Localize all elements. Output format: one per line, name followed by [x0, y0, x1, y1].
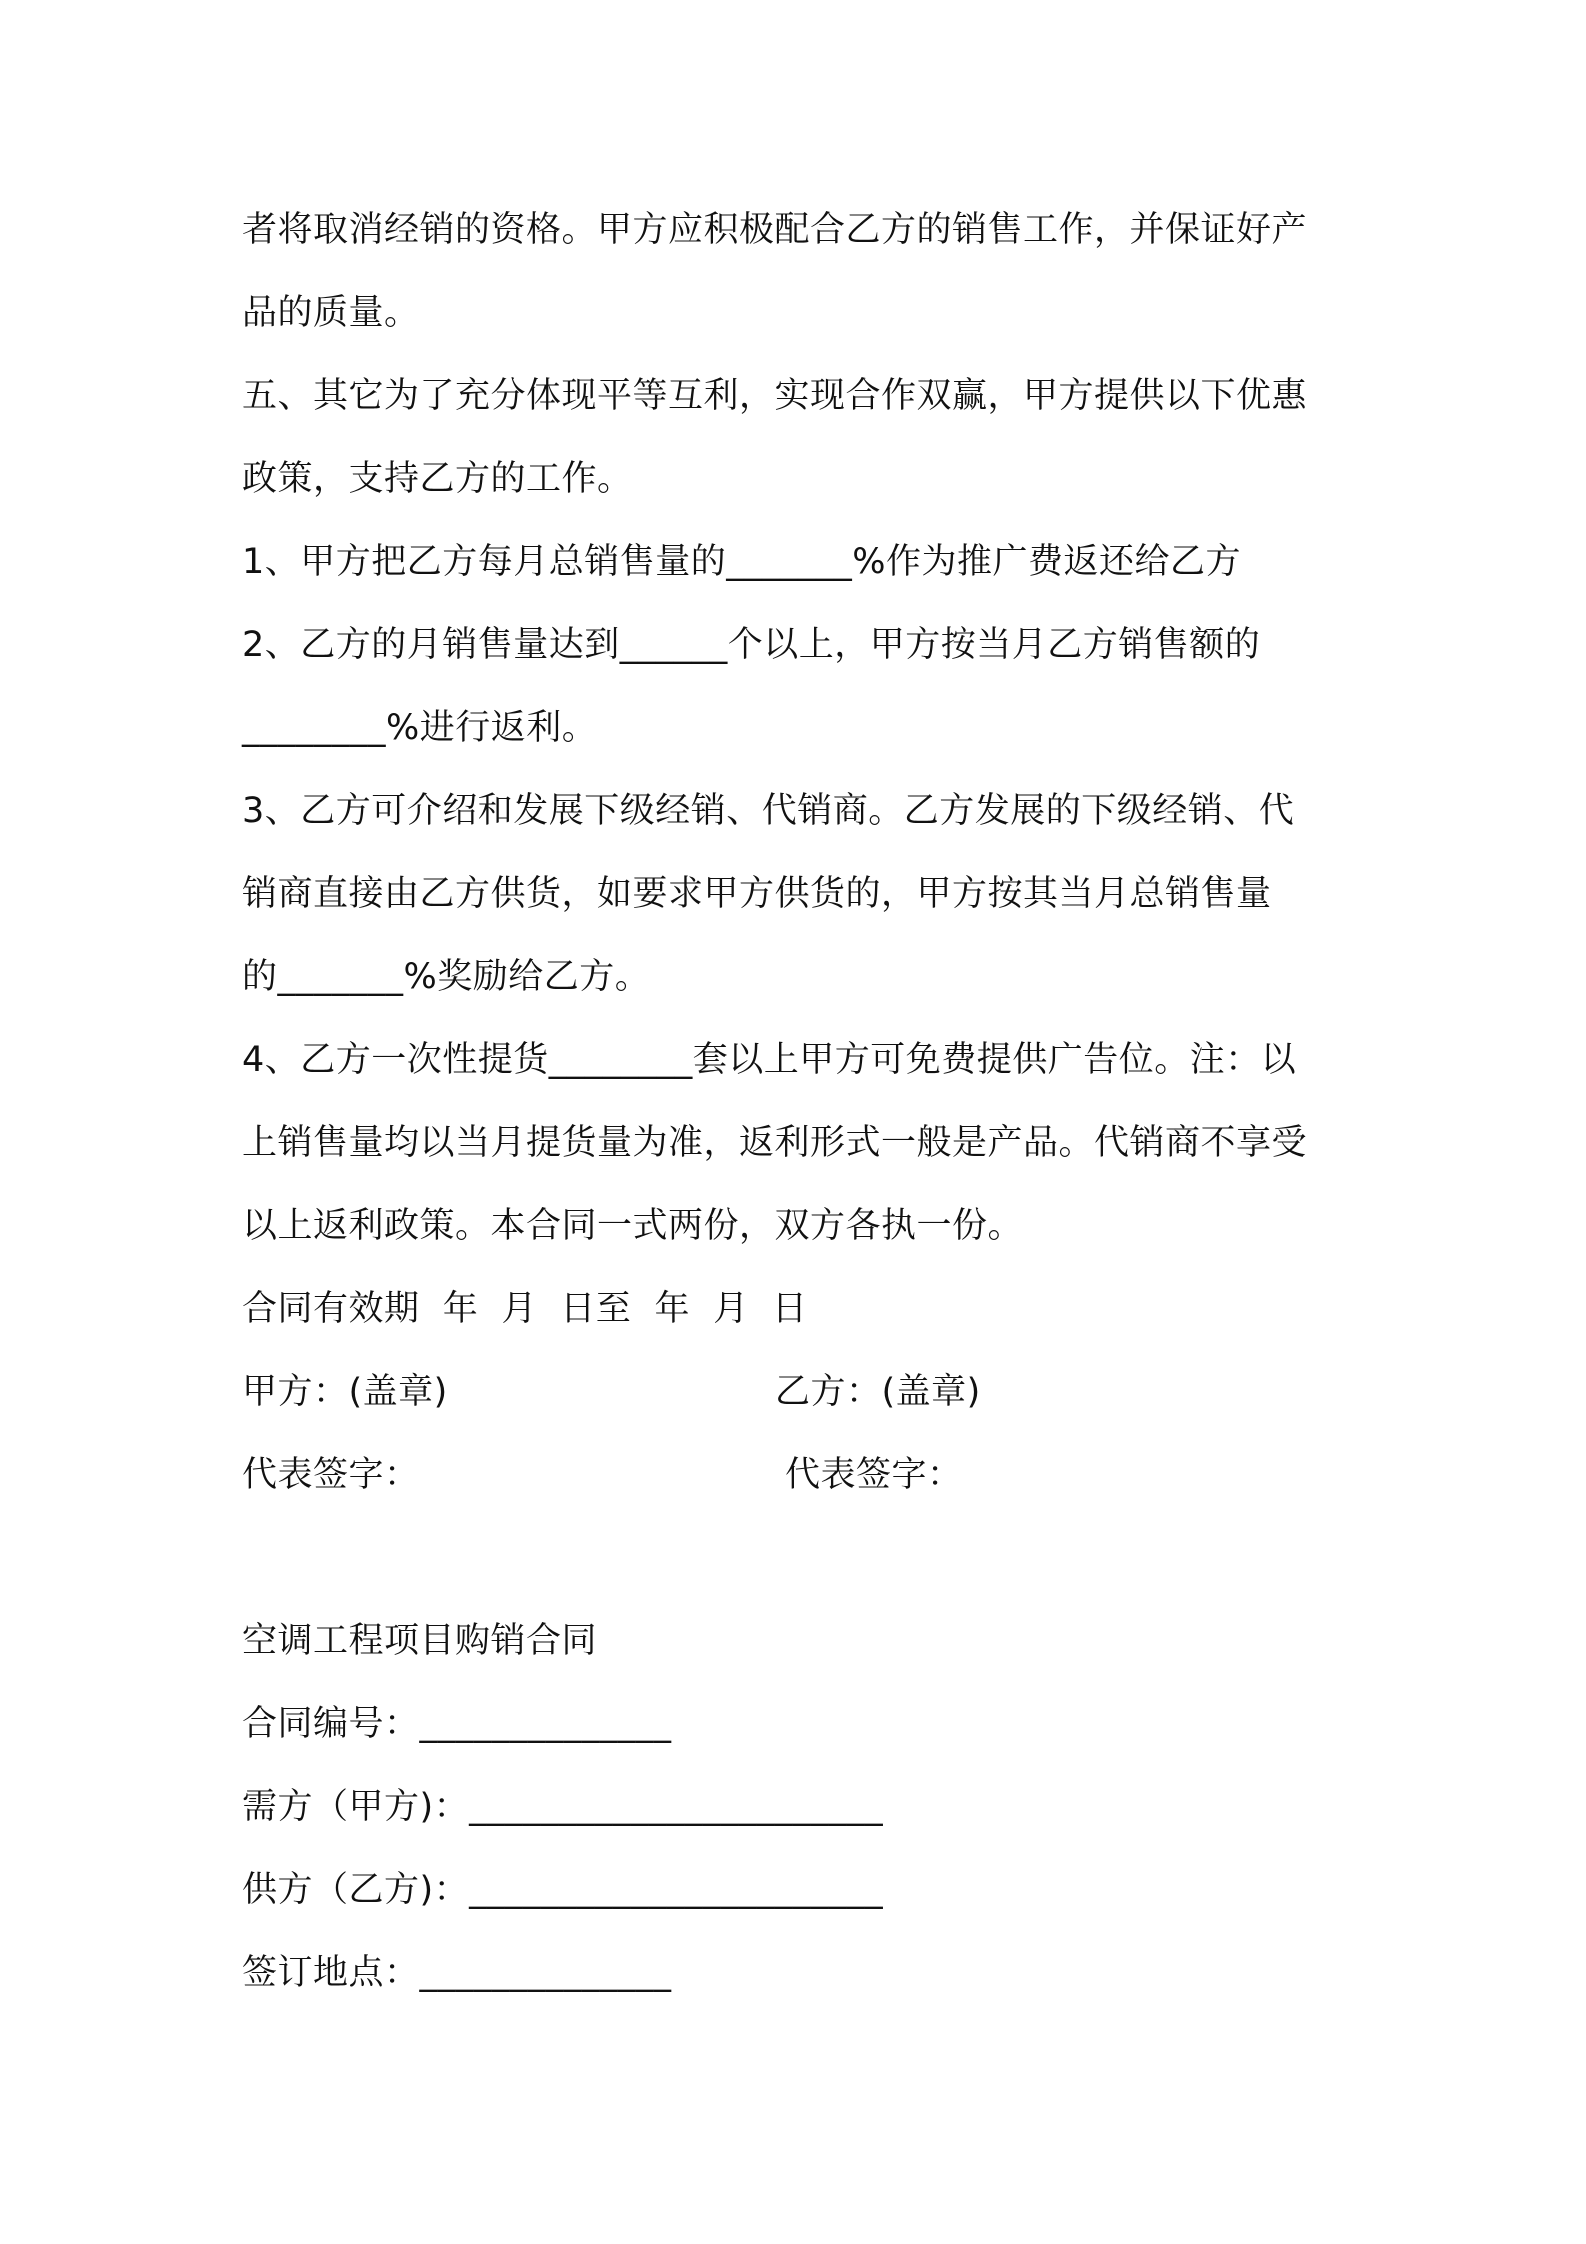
paragraph-line: 品的质量。 — [242, 293, 420, 333]
signing-location: 签订地点：______________ — [242, 1953, 672, 1993]
party-a-representative: 代表签字： — [242, 1455, 420, 1495]
policy-item-4: 上销售量均以当月提货量为准，返利形式一般是产品。代销商不享受 — [242, 1123, 1308, 1163]
party-b-seal: 乙方：(盖章) — [775, 1372, 981, 1412]
supplier-party: 供方（乙方)：_______________________ — [242, 1870, 884, 1910]
policy-item-2: ________%进行返利。 — [242, 708, 598, 748]
policy-item-4: 4、乙方一次性提货________套以上甲方可免费提供广告位。注：以 — [242, 1040, 1297, 1080]
section-five-heading: 五、其它为了充分体现平等互利，实现合作双赢，甲方提供以下优惠 — [242, 376, 1308, 416]
policy-item-1: 1、甲方把乙方每月总销售量的_______%作为推广费返还给乙方 — [242, 542, 1242, 582]
policy-item-3: 3、乙方可介绍和发展下级经销、代销商。乙方发展的下级经销、代 — [242, 791, 1295, 831]
validity-period: 合同有效期 年 月 日至 年 月 日 — [242, 1289, 808, 1329]
party-a-seal: 甲方：(盖章) — [242, 1372, 448, 1412]
policy-item-3: 销商直接由乙方供货，如要求甲方供货的，甲方按其当月总销售量 — [242, 874, 1272, 914]
contract-title: 空调工程项目购销合同 — [242, 1621, 598, 1661]
party-b-representative: 代表签字： — [785, 1455, 963, 1495]
policy-item-3: 的_______%奖励给乙方。 — [242, 957, 651, 997]
section-five-heading: 政策，支持乙方的工作。 — [242, 459, 633, 499]
contract-number: 合同编号：______________ — [242, 1704, 672, 1744]
policy-item-4: 以上返利政策。本合同一式两份，双方各执一份。 — [242, 1206, 1024, 1246]
buyer-party: 需方（甲方)：_______________________ — [242, 1787, 884, 1827]
paragraph-line: 者将取消经销的资格。甲方应积极配合乙方的销售工作，并保证好产 — [242, 210, 1308, 250]
policy-item-2: 2、乙方的月销售量达到______个以上，甲方按当月乙方销售额的 — [242, 625, 1261, 665]
